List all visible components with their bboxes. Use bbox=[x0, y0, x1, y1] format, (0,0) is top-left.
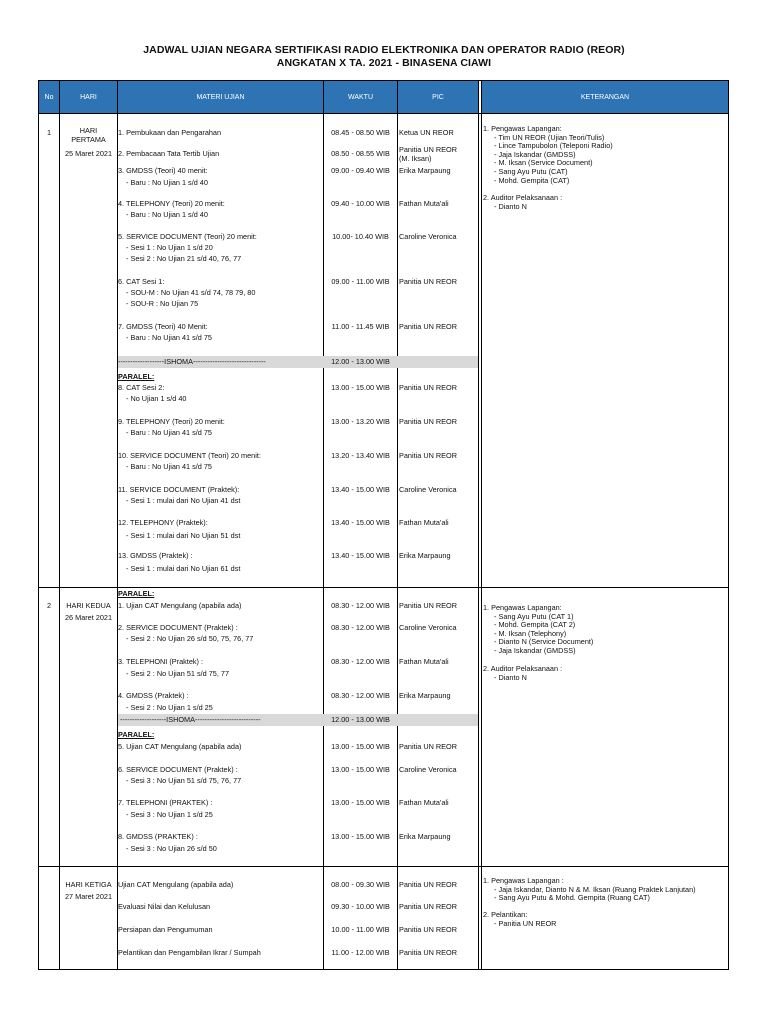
row-divider bbox=[38, 866, 729, 867]
materi-sub: - Sesi 1 : mulai dari No Ujian 51 dst bbox=[126, 531, 241, 540]
waktu-cell: 11.00 - 12.00 WIB bbox=[331, 948, 390, 957]
materi-item: 1. Ujian CAT Mengulang (apabila ada) bbox=[118, 601, 242, 610]
pic-cell: Erika Marpaung bbox=[399, 551, 451, 560]
materi-item: Persiapan dan Pengumuman bbox=[118, 925, 213, 934]
materi-sub: - No Ujian 1 s/d 40 bbox=[126, 394, 187, 403]
pic-cell: Fathan Muta'ali bbox=[399, 199, 449, 208]
waktu-cell: 08.30 - 12.00 WIB bbox=[331, 691, 390, 700]
keterangan-line: 1. Pengawas Lapangan: bbox=[483, 603, 562, 612]
header-keterangan: KETERANGAN bbox=[482, 81, 728, 113]
row-divider bbox=[38, 587, 729, 588]
day3-hari: HARI KETIGA bbox=[65, 880, 112, 889]
materi-sub: - Sesi 2 : No Ujian 51 s/d 75, 77 bbox=[126, 669, 230, 678]
keterangan-line: 2. Pelantikan: bbox=[483, 910, 528, 919]
header-hari: HARI bbox=[60, 81, 117, 113]
waktu-cell: 13.00 - 13.20 WIB bbox=[331, 417, 390, 426]
keterangan-line: - Jaja Iskandar (GMDSS) bbox=[494, 149, 576, 159]
waktu-cell: 13.00 - 15.00 WIB bbox=[331, 832, 390, 841]
keterangan-line: 1. Pengawas Lapangan : bbox=[483, 876, 564, 885]
keterangan-line: 1. Pengawas Lapangan: bbox=[483, 124, 562, 133]
day1-no: 1 bbox=[46, 128, 52, 137]
keterangan-line: - M. Iksan (Telephony) bbox=[494, 628, 567, 638]
materi-sub: - Baru : No Ujian 41 s/d 75 bbox=[126, 462, 212, 471]
day2-hari: HARI KEDUA bbox=[66, 601, 111, 610]
materi-item: 1. Pembukaan dan Pengarahan bbox=[118, 128, 222, 137]
keterangan-line: - Mohd. Gempita (CAT 2) bbox=[494, 620, 576, 630]
materi-sub: - SOU-R : No Ujian 75 bbox=[126, 299, 199, 308]
pic-cell: Panitia UN REOR bbox=[399, 880, 457, 889]
waktu-cell: 13.00 - 15.00 WIB bbox=[331, 765, 390, 774]
header-no: No bbox=[39, 81, 59, 113]
column-divider bbox=[478, 80, 479, 970]
day2-date: 26 Maret 2021 bbox=[64, 613, 113, 622]
materi-item: 3. GMDSS (Teori) 40 menit: bbox=[118, 166, 208, 175]
materi-sub: - Baru : No Ujian 1 s/d 40 bbox=[126, 210, 208, 219]
waktu-cell: 13.40 - 15.00 WIB bbox=[331, 551, 390, 560]
pic-cell: Fathan Muta'ali bbox=[399, 798, 449, 807]
keterangan-line: - Jaja Iskandar (GMDSS) bbox=[494, 646, 576, 655]
pic-cell: Panitia UN REOR bbox=[399, 417, 457, 426]
keterangan-line: - Jaja Iskandar, Dianto N & M. Iksan (Ruang Praktek Lanjutan) bbox=[494, 884, 696, 894]
waktu-cell: 08.30 - 12.00 WIB bbox=[331, 601, 390, 610]
column-divider bbox=[397, 80, 398, 970]
materi-sub: - Baru : No Ujian 41 s/d 75 bbox=[126, 333, 212, 342]
waktu-cell: 13.20 - 13.40 WIB bbox=[331, 451, 390, 460]
header-materi: MATERI UJIAN bbox=[118, 81, 323, 113]
ishoma-time: 12.00 - 13.00 WIB bbox=[331, 357, 390, 366]
column-divider bbox=[481, 80, 482, 970]
pic-cell: Panitia UN REOR bbox=[399, 322, 457, 331]
pic-cell: Caroline Veronica bbox=[399, 485, 457, 494]
materi-item: 6. SERVICE DOCUMENT (Praktek) : bbox=[118, 765, 238, 774]
materi-item: 7. TELEPHONI (PRAKTEK) : bbox=[118, 798, 213, 807]
waktu-cell: 13.40 - 15.00 WIB bbox=[331, 485, 390, 494]
paralel-label: PARALEL: bbox=[118, 372, 155, 381]
paralel-label: PARALEL: bbox=[118, 589, 155, 598]
materi-sub: - SOU-M : No Ujian 41 s/d 74, 78 79, 80 bbox=[126, 288, 256, 297]
keterangan-line: - Sang Ayu Putu & Mohd. Gempita (Ruang CAT) bbox=[494, 893, 650, 903]
waktu-cell: 08.45 - 08.50 WIB bbox=[331, 128, 390, 137]
pic-cell: Erika Marpaung bbox=[399, 832, 451, 841]
materi-item: 4. TELEPHONY (Teori) 20 menit: bbox=[118, 199, 225, 208]
materi-item: Evaluasi Nilai dan Kelulusan bbox=[118, 902, 211, 911]
ishoma-label: -------------------ISHOMA--------------------------- bbox=[120, 715, 261, 724]
header-waktu: WAKTU bbox=[324, 81, 397, 113]
keterangan-line: - Panitia UN REOR bbox=[494, 918, 557, 928]
materi-item: 5. SERVICE DOCUMENT (Teori) 20 menit: bbox=[118, 232, 257, 241]
materi-sub: - Sesi 2 : No Ujian 21 s/d 40, 76, 77 bbox=[126, 254, 242, 263]
pic-cell: Panitia UN REOR bbox=[399, 145, 457, 154]
materi-item: 2. Pembacaan Tata Tertib Ujian bbox=[118, 149, 220, 158]
pic-cell: Erika Marpaung bbox=[399, 166, 451, 175]
keterangan-line: - Sang Ayu Putu (CAT 1) bbox=[494, 611, 574, 621]
materi-item: Ujian CAT Mengulang (apabila ada) bbox=[118, 880, 234, 889]
waktu-cell: 08.30 - 12.00 WIB bbox=[331, 623, 390, 632]
ishoma-label: -------------------ISHOMA------------------------------ bbox=[118, 357, 266, 366]
paralel-label: PARALEL: bbox=[118, 730, 155, 739]
keterangan-line: 2. Auditor Pelaksanaan : bbox=[483, 664, 563, 673]
materi-item: 13. GMDSS (Praktek) : bbox=[118, 551, 193, 560]
materi-item: 9. TELEPHONY (Teori) 20 menit: bbox=[118, 417, 225, 426]
waktu-cell: 10.00- 10.40 WIB bbox=[332, 232, 389, 241]
keterangan-line: - M. Iksan (Service Document) bbox=[494, 158, 593, 168]
waktu-cell: 13.00 - 15.00 WIB bbox=[331, 383, 390, 392]
materi-item: 3. TELEPHONI (Praktek) : bbox=[118, 657, 204, 666]
materi-sub: - Baru : No Ujian 1 s/d 40 bbox=[126, 178, 208, 187]
waktu-cell: 13.40 - 15.00 WIB bbox=[331, 518, 390, 527]
waktu-cell: 11.00 - 11.45 WIB bbox=[331, 322, 390, 331]
day1-hari: HARI bbox=[79, 126, 98, 135]
materi-sub: - Sesi 1 : mulai dari No Ujian 41 dst bbox=[126, 496, 241, 505]
pic-cell: Panitia UN REOR bbox=[399, 925, 457, 934]
day3-date: 27 Maret 2021 bbox=[64, 892, 113, 901]
materi-sub: - Sesi 1 : No Ujian 1 s/d 20 bbox=[126, 243, 213, 252]
pic-cell: Fathan Muta'ali bbox=[399, 657, 449, 666]
waktu-cell: 09.00 - 11.00 WIB bbox=[331, 277, 390, 286]
pic-cell: Panitia UN REOR bbox=[399, 948, 457, 957]
waktu-cell: 13.00 - 15.00 WIB bbox=[331, 798, 390, 807]
materi-sub: - Sesi 3 : No Ujian 26 s/d 50 bbox=[126, 844, 217, 853]
materi-sub: - Sesi 3 : No Ujian 1 s/d 25 bbox=[126, 810, 213, 819]
materi-item: 8. CAT Sesi 2: bbox=[118, 383, 165, 392]
materi-sub: - Sesi 3 : No Ujian 51 s/d 75, 76, 77 bbox=[126, 776, 242, 785]
pic-cell: Caroline Veronica bbox=[399, 232, 457, 241]
pic-cell: Panitia UN REOR bbox=[399, 451, 457, 460]
materi-item: Pelantikan dan Pengambilan Ikrar / Sumpah bbox=[118, 948, 261, 957]
waktu-cell: 09.30 - 10.00 WIB bbox=[331, 902, 390, 911]
materi-sub: - Sesi 2 : No Ujian 1 s/d 25 bbox=[126, 703, 213, 712]
materi-item: 11. SERVICE DOCUMENT (Praktek): bbox=[118, 485, 240, 494]
materi-item: 12. TELEPHONY (Praktek): bbox=[118, 518, 208, 527]
pic-cell: (M. Iksan) bbox=[399, 154, 432, 163]
waktu-cell: 13.00 - 15.00 WIB bbox=[331, 742, 390, 751]
ishoma-time: 12.00 - 13.00 WIB bbox=[331, 715, 390, 724]
waktu-cell: 08.50 - 08.55 WIB bbox=[331, 149, 390, 158]
keterangan-line: - Sang Ayu Putu (CAT) bbox=[494, 167, 568, 176]
waktu-cell: 10.00 - 11.00 WIB bbox=[331, 925, 390, 934]
day1-hari: PERTAMA bbox=[71, 135, 106, 144]
materi-item: 2. SERVICE DOCUMENT (Praktek) : bbox=[118, 623, 238, 632]
materi-item: 5. Ujian CAT Mengulang (apabila ada) bbox=[118, 742, 242, 751]
pic-cell: Panitia UN REOR bbox=[399, 601, 457, 610]
pic-cell: Panitia UN REOR bbox=[399, 902, 457, 911]
keterangan-line: - Lince Tampubolon (Teleponi Radio) bbox=[494, 141, 613, 151]
header-pic: PIC bbox=[398, 81, 478, 113]
column-divider bbox=[59, 80, 60, 970]
day2-no: 2 bbox=[46, 601, 52, 610]
keterangan-line: - Tim UN REOR (Ujian Teori/Tulis) bbox=[494, 132, 605, 142]
keterangan-line: - Dianto N bbox=[494, 201, 527, 211]
materi-item: 7. GMDSS (Teori) 40 Menit: bbox=[118, 322, 208, 331]
waktu-cell: 08.30 - 12.00 WIB bbox=[331, 657, 390, 666]
pic-cell: Ketua UN REOR bbox=[399, 128, 454, 137]
day1-date: 25 Maret 2021 bbox=[64, 149, 113, 158]
pic-cell: Panitia UN REOR bbox=[399, 383, 457, 392]
materi-sub: - Sesi 1 : mulai dari No Ujian 61 dst bbox=[126, 564, 241, 573]
waktu-cell: 08.00 - 09.30 WIB bbox=[331, 880, 390, 889]
pic-cell: Caroline Veronica bbox=[399, 765, 457, 774]
keterangan-line: - Mohd. Gempita (CAT) bbox=[494, 175, 570, 185]
materi-item: 8. GMDSS (PRAKTEK) : bbox=[118, 832, 198, 841]
pic-cell: Panitia UN REOR bbox=[399, 742, 457, 751]
waktu-cell: 09.00 - 09.40 WIB bbox=[331, 166, 390, 175]
materi-sub: - Sesi 2 : No Ujian 26 s/d 50, 75, 76, 77 bbox=[126, 634, 254, 643]
waktu-cell: 09.40 - 10.00 WIB bbox=[331, 199, 390, 208]
materi-item: 4. GMDSS (Praktek) : bbox=[118, 691, 189, 700]
document-subtitle: ANGKATAN X TA. 2021 - BINASENA CIAWI bbox=[276, 57, 492, 69]
pic-cell: Panitia UN REOR bbox=[399, 277, 457, 286]
pic-cell: Fathan Muta'ali bbox=[399, 518, 449, 527]
materi-item: 10. SERVICE DOCUMENT (Teori) 20 menit: bbox=[118, 451, 261, 460]
pic-cell: Caroline Veronica bbox=[399, 623, 457, 632]
keterangan-line: - Dianto N bbox=[494, 672, 527, 682]
row-divider bbox=[38, 113, 729, 114]
keterangan-line: - Dianto N (Service Document) bbox=[494, 637, 594, 647]
materi-item: 6. CAT Sesi 1: bbox=[118, 277, 165, 286]
document-title: JADWAL UJIAN NEGARA SERTIFIKASI RADIO ELEKTRONIKA DAN OPERATOR RADIO (REOR) bbox=[143, 44, 625, 56]
keterangan-line: 2. Auditor Pelaksanaan : bbox=[483, 193, 563, 202]
materi-sub: - Baru : No Ujian 41 s/d 75 bbox=[126, 428, 212, 437]
pic-cell: Erika Marpaung bbox=[399, 691, 451, 700]
